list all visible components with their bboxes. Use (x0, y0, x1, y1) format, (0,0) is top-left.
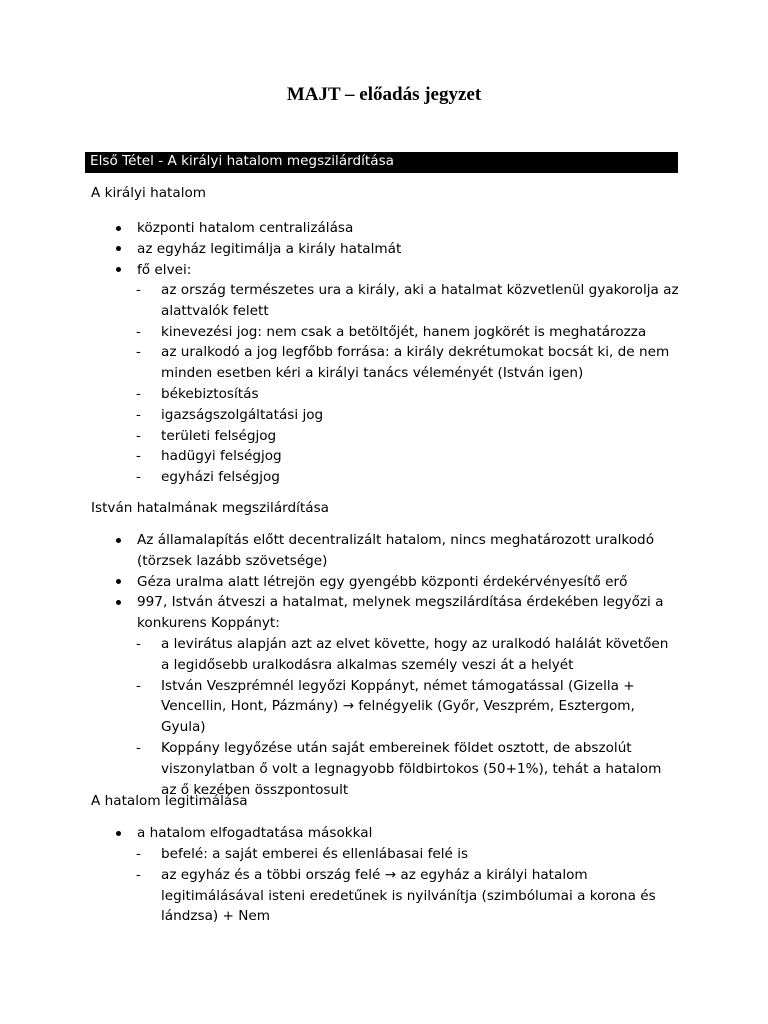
heading-hatalom-legitimalasa: A hatalom legitimálása (91, 793, 248, 809)
bullet-list (113, 530, 673, 634)
heading-kiralyi-hatalom: A királyi hatalom (91, 185, 207, 201)
list-item: - területi felségjog (135, 426, 680, 447)
list-item: az egyház legitimálja a király hatalmát (113, 239, 673, 260)
dash-list (135, 844, 680, 927)
section-title: Első Tétel - A királyi hatalom megszilárdítása (90, 153, 394, 169)
list-item: Géza uralma alatt létrejön egy gyengébb központi érdekérvényesítő erő (113, 572, 673, 593)
list-item: - az egyház és a többi ország felé → az egyház a királyi hatalom legitimálásával isteni eredetűnek is nyilvánítja (szimbólumai a korona és lándzsa) + Nem (135, 865, 680, 927)
list-item: - István Veszprémnél legyőzi Koppányt, német támogatással (Gizella + Vencellin, Hont, Pázmány) → felnégyelik (Győr, Veszprém, Esztergom, Gyula) (135, 676, 680, 738)
list-item: - kinevezési jog: nem csak a betöltőjét, hanem jogkörét is meghatározza (135, 322, 680, 343)
list-item: Az államalapítás előtt decentralizált hatalom, nincs meghatározott uralkodó (törzsek lazább szövetsége) (113, 530, 673, 572)
list-item: - hadügyi felségjog (135, 446, 680, 467)
list-item: - egyházi felségjog (135, 467, 680, 488)
dash-list (135, 280, 680, 488)
list-item: központi hatalom centralizálása (113, 218, 673, 239)
list-item: a hatalom elfogadtatása másokkal (113, 823, 673, 844)
section-title-bar (85, 152, 678, 173)
heading-istvan-hatalma: István hatalmának megszilárdítása (91, 500, 329, 516)
list-item: - befelé: a saját emberei és ellenlábasai felé is (135, 844, 680, 865)
dash-list (135, 634, 680, 800)
list-item: 997, István átveszi a hatalmat, melynek megszilárdítása érdekében legyőzi a konkurens Koppányt: (113, 592, 673, 634)
list-item: - igazságszolgáltatási jog (135, 405, 680, 426)
list-item: fő elvei: (113, 260, 673, 281)
document-title: MAJT – előadás jegyzet (286, 84, 482, 105)
list-item: - békebiztosítás (135, 384, 680, 405)
bullet-list (113, 218, 673, 280)
list-item: - az ország természetes ura a király, aki a hatalmat közvetlenül gyakorolja az alattvalók felett (135, 280, 680, 322)
list-item: - Koppány legyőzése után saját embereinek földet osztott, de abszolút viszonylatban ő volt a legnagyobb földbirtokos (50+1%), tehát a hatalom az ő kezében összpontosult (135, 738, 680, 800)
bullet-list (113, 823, 673, 844)
list-item: - a levirátus alapján azt az elvet követte, hogy az uralkodó halálát követően a legidősebb uralkodásra alkalmas személy veszi át a helyét (135, 634, 680, 676)
list-item: - az uralkodó a jog legfőbb forrása: a király dekrétumokat bocsát ki, de nem minden esetben kéri a királyi tanács véleményét (István igen) (135, 342, 680, 384)
